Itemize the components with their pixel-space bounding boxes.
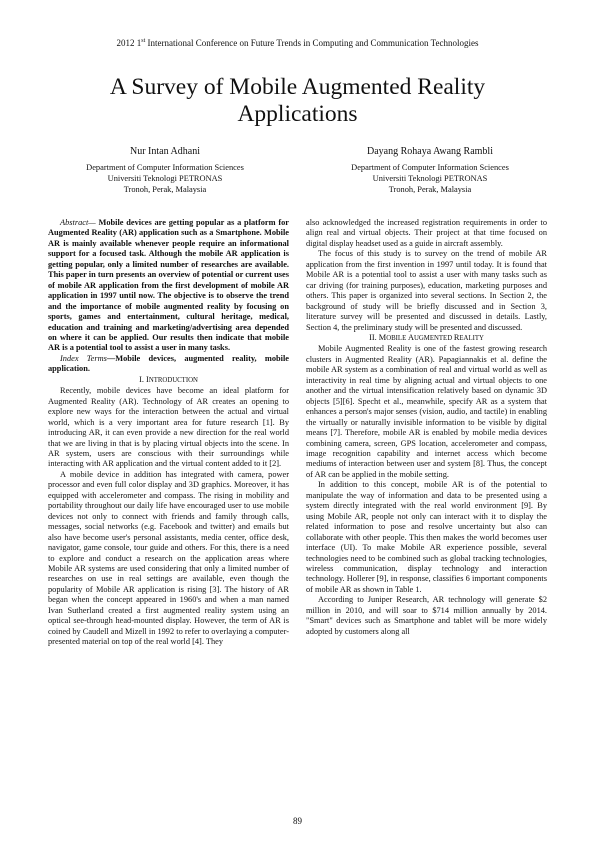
paragraph: A mobile device in addition has integrated with camera, power processor and even full color display and 3D graphics. Moreover, it has equipped with accelerometer and compass. The rising in mobility and portability throughout our daily life have encouraged user to use mobile devices not only to connect with friends and family through calls, messages, social networks (e.g. Facebook and twitter) and emails but also have become user's personal assistants, media center, office desk, navigator, game console, tour guide and others. For this, there is a need to explore and conduct a research on the application areas where Mobile AR systems are used considering that only a limited number of researches on use in real settings are available, even though the popularity of Mobile AR application is rising [3]. The history of AR began when the concept appeared in 1960's and when a man named Ivan Sutherland created a first augmented reality system using an optical see-through head-mounted display. However, the term of AR is coined by Caudell and Mizell in 1992 to refer to overlaying a computer-presented material on top of the real world [4]. They [48, 469, 289, 647]
conference-header-text-rest: International Conference on Future Trends in Computing and Communication Technologies [145, 38, 479, 48]
author-department: Department of Computer Information Sciences [351, 163, 509, 172]
author-location: Tronoh, Perak, Malaysia [388, 185, 472, 194]
section-heading-rest: OBILE [386, 334, 408, 342]
paragraph: Recently, mobile devices have become an ideal platform for Augmented Reality (AR). Technology of AR creates an opening to explore new ways for the interaction between the actual and virtual world, which is a very important area for future research [1]. By introducing AR, it can even provide a new direction for the real world that we are living in that is by placing virtual objects into the scene. In AR system, users are conscious with their surroundings while interacting with AR application and the virtual content added to it [2]. [48, 386, 289, 469]
abstract [48, 218, 289, 354]
author-location: Tronoh, Perak, Malaysia [123, 185, 207, 194]
paragraph: According to Juniper Research, AR technology will generate $2 million in 2010, and will soar to $714 million annually by 2014. "Smart" devices such as Smartphone and tablet will be more widely adopted by customers along all [306, 595, 547, 636]
left-column [48, 218, 289, 648]
section-heading-rest: EALITY [459, 334, 484, 342]
conference-header-text: 2012 1 [116, 38, 142, 48]
section-heading-initial: I [146, 374, 149, 384]
paper-title: A Survey of Mobile Augmented Reality Applications [109, 74, 486, 127]
paragraph: The focus of this study is to survey on the trend of mobile AR application from the first invention in 1997 until today. It is found that Mobile AR is a potential tool to assist a user with many tasks such as car driving (for training purposes), education, marketing purposes and others. This paper is organized into several sections. In Section 2, the background of study will be briefly discussed and in Section 3, literature survey will be presented and discussed in details. Lastly, Section 4, the preliminary study will be presented and discussed. [306, 249, 547, 332]
section-heading-rest: NTRODUCTION [148, 376, 198, 384]
page-number: 89 [293, 816, 302, 826]
author-block-2 [305, 146, 555, 195]
section-heading-initial: A [407, 332, 414, 342]
author-name: Nur Intan Adhani [130, 146, 200, 157]
author-university: Universiti Teknologi PETRONAS [372, 174, 488, 183]
paragraph: also acknowledged the increased registration requirements in order to align real and virtual objects. Their project at that time focused on digital display headset used as a guide in aircraft assembly. [306, 218, 547, 248]
index-terms-text: —Mobile devices, augmented reality, mobile application. [48, 353, 289, 374]
abstract-label: Abstract— [60, 218, 96, 227]
right-column [306, 218, 547, 637]
paragraph: In addition to this concept, mobile AR is of the potential to manipulate the way of information and data to be presented using a system directly integrated with the real world environment [9]. By using Mobile AR, people not only can interact with it to display the related information to pose and resolve uncertainty but also can collaborate with other people. This then makes the world becomes user interface (UI). To make Mobile AR experience possible, several technologies need to be combined such as global tracking technologies, wireless communication, display technology and interaction technology. Hollerer [9], in response, classifies 6 important components of mobile AR as shown in Table 1. [306, 480, 547, 594]
author-department: Department of Computer Information Sciences [86, 163, 244, 172]
section-heading-mobile-ar [306, 333, 547, 344]
section-numeral: II. [369, 332, 379, 342]
author-block-1 [40, 146, 290, 195]
abstract-text: Mobile devices are getting popular as a platform for Augmented Reality (AR) application such as a Smartphone. Mobile AR is mainly available whenever people require an informational support for a focused task. Although the mobile AR application is getting popular, only a limited number of researches are available. This paper in turn presents an overview of potential or current uses of mobile AR application from the first development of mobile AR application in 1997 until now. The objective is to observe the trend and the importance of mobile augmented reality by focusing on sports, games and entertainment, cultural heritage, medical, education and training and marketing/advertising area depended on where it can be applied. Our results then indicate that mobile AR is a potential tool to assist a user in many tasks. [48, 218, 289, 353]
section-heading-initial: M [378, 332, 387, 342]
section-numeral: I. [139, 374, 147, 384]
conference-header-superscript: st [141, 38, 146, 44]
index-terms-label: Index Terms [60, 353, 107, 363]
author-name: Dayang Rohaya Awang Rambli [366, 146, 493, 157]
section-heading-introduction [48, 375, 289, 386]
author-university: Universiti Teknologi PETRONAS [107, 174, 223, 183]
paragraph: Mobile Augmented Reality is one of the fastest growing research clusters in Augmented Reality (AR). Papagiannakis et al. define the mobile AR system as a combination of real and virtual world as well as interactivity in real time by aligning actual and virtual objects to one another and the virtual intensification relatively based on dynamic 3D objects [5][6]. Specht et al., meanwhile, specify AR as a system that enhances a person's major senses (vision, audio, and tactile) in enabling the virtually or naturally invisible information to be visible by digital means [7]. Therefore, mobile AR is enabled by mobile media devices combining camera, screen, GPS location, accelerometer and compass, image recognition capability and internet access which become mediums of interaction between user and system [8]. Thus, the concept of AR can be applied in the mobile setting. [306, 344, 547, 479]
section-heading-initial: R [453, 332, 460, 342]
index-terms [48, 354, 289, 375]
section-heading-rest: UGMENTED [413, 334, 454, 342]
conference-header [0, 38, 595, 48]
